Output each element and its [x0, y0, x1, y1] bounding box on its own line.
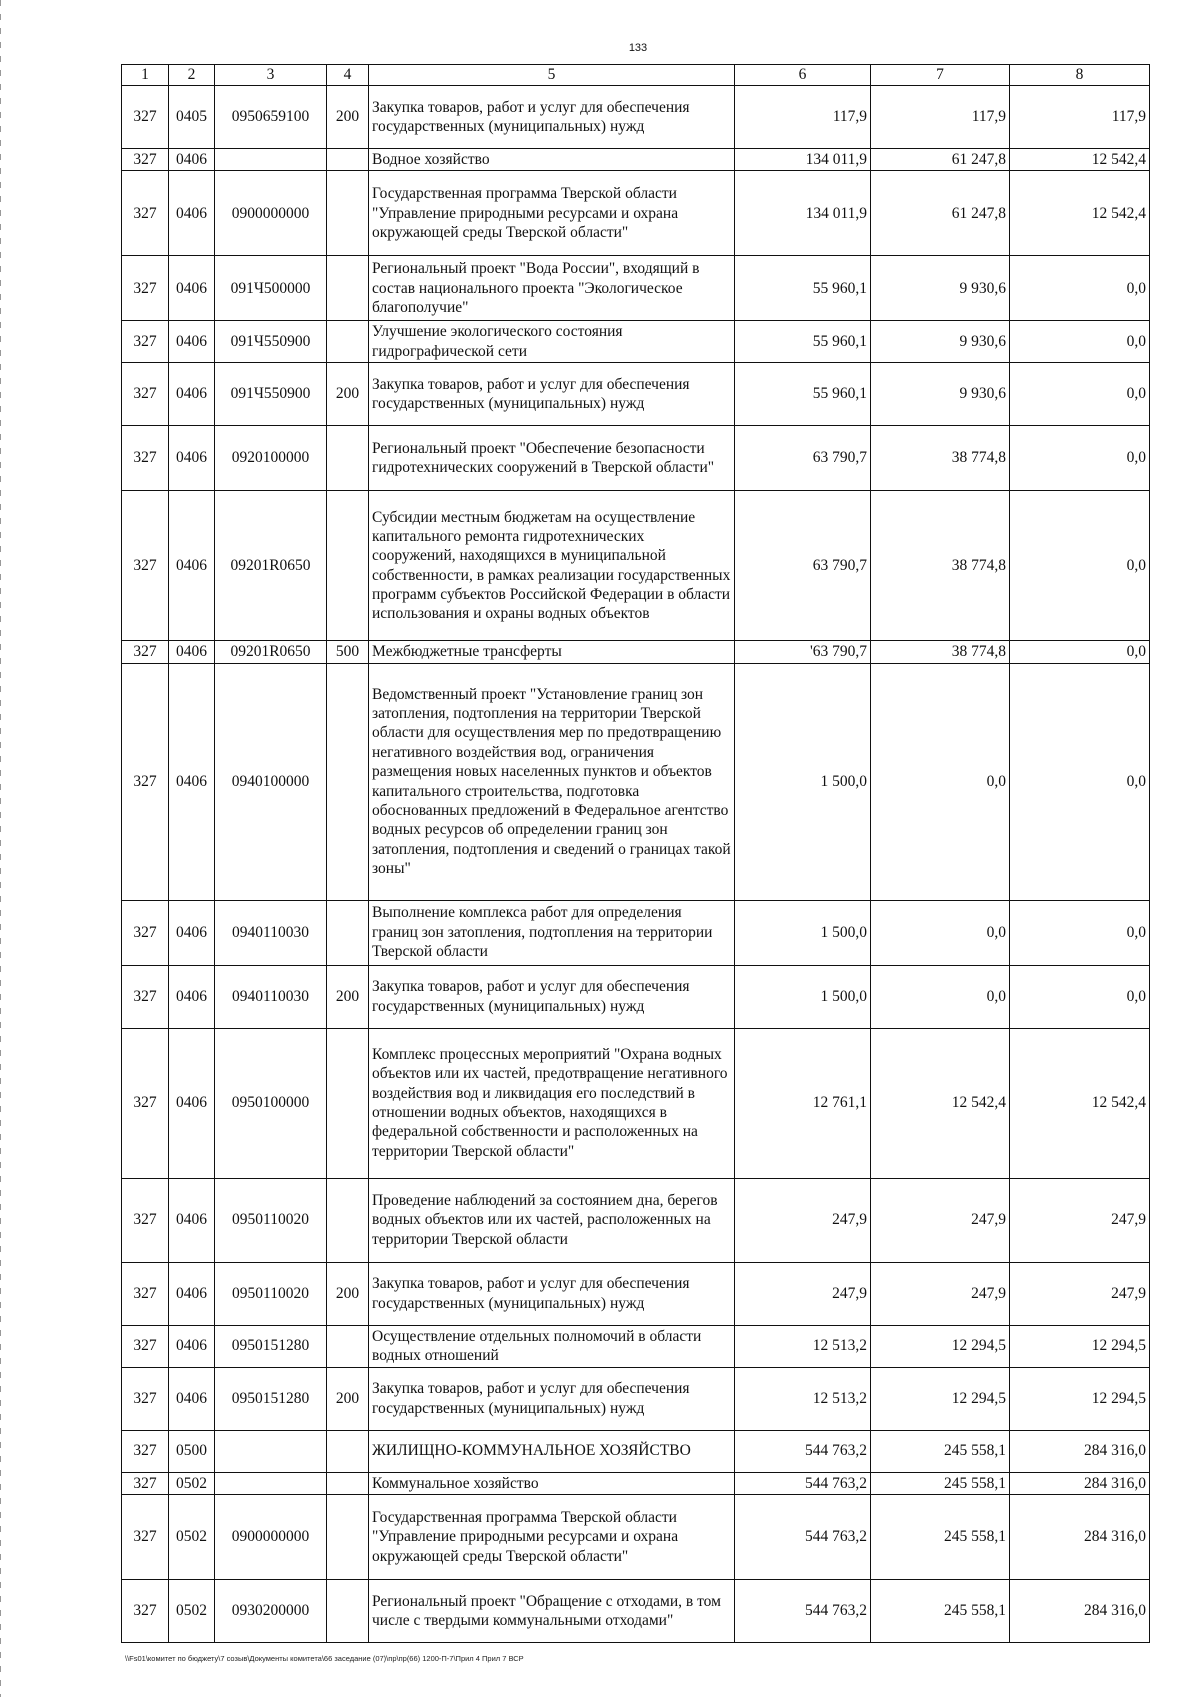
cell-c1: 327: [122, 1028, 169, 1178]
cell-c5: Региональный проект "Обеспечение безопасности гидротехнических сооружений в Тверской области": [369, 426, 735, 491]
cell-c6: 1 500,0: [735, 900, 871, 965]
cell-c8: 0,0: [1010, 256, 1150, 321]
table-row: [122, 426, 1150, 491]
cell-c3: 091Ч550900: [215, 363, 327, 426]
table-row: [122, 363, 1150, 426]
cell-c4: [327, 256, 369, 321]
cell-c1: 327: [122, 1178, 169, 1262]
cell-c6: 247,9: [735, 1178, 871, 1262]
cell-c8: 247,9: [1010, 1178, 1150, 1262]
cell-c8: 0,0: [1010, 641, 1150, 663]
cell-c4: [327, 171, 369, 256]
cell-c8: 12 542,4: [1010, 1028, 1150, 1178]
cell-c1: 327: [122, 256, 169, 321]
cell-c2: 0406: [169, 663, 215, 900]
cell-c3: 0950110020: [215, 1178, 327, 1262]
table-row: [122, 663, 1150, 900]
cell-c6: 544 763,2: [735, 1579, 871, 1642]
cell-c2: 0502: [169, 1579, 215, 1642]
budget-table: [121, 64, 1150, 1643]
header-col-1: 1: [122, 65, 169, 86]
cell-c5: Проведение наблюдений за состоянием дна, берегов водных объектов или их частей, расположенных на территории Тверской области: [369, 1178, 735, 1262]
cell-c5: Закупка товаров, работ и услуг для обеспечения государственных (муниципальных) нужд: [369, 1262, 735, 1325]
cell-c8: 12 294,5: [1010, 1325, 1150, 1367]
cell-c8: 284 316,0: [1010, 1494, 1150, 1579]
cell-c3: 0950100000: [215, 1028, 327, 1178]
cell-c7: 0,0: [871, 900, 1010, 965]
cell-c3: [215, 1472, 327, 1494]
cell-c6: 55 960,1: [735, 363, 871, 426]
cell-c3: 0940110030: [215, 965, 327, 1028]
cell-c6: 247,9: [735, 1262, 871, 1325]
cell-c4: 200: [327, 363, 369, 426]
cell-c7: 247,9: [871, 1262, 1010, 1325]
cell-c1: 327: [122, 1430, 169, 1472]
cell-c6: 63 790,7: [735, 491, 871, 641]
cell-c1: 327: [122, 663, 169, 900]
cell-c6: 63 790,7: [735, 426, 871, 491]
cell-c2: 0406: [169, 171, 215, 256]
cell-c3: 0900000000: [215, 1494, 327, 1579]
cell-c6: 544 763,2: [735, 1430, 871, 1472]
cell-c1: 327: [122, 149, 169, 171]
cell-c1: 327: [122, 1472, 169, 1494]
cell-c2: 0502: [169, 1472, 215, 1494]
cell-c6: 544 763,2: [735, 1494, 871, 1579]
cell-c7: 38 774,8: [871, 426, 1010, 491]
cell-c8: 284 316,0: [1010, 1430, 1150, 1472]
cell-c6: 134 011,9: [735, 171, 871, 256]
cell-c5: Субсидии местным бюджетам на осуществление капитального ремонта гидротехнических сооружений, находящихся в муниципальной собственности, в рамках реализации государственных программ субъектов Российской Федерации в области использования и охраны водных объектов: [369, 491, 735, 641]
cell-c4: [327, 1325, 369, 1367]
cell-c7: 38 774,8: [871, 491, 1010, 641]
cell-c4: 200: [327, 965, 369, 1028]
cell-c5: Государственная программа Тверской области "Управление природными ресурсами и охрана окружающей среды Тверской области": [369, 171, 735, 256]
table-header-row: [122, 65, 1150, 86]
cell-c7: 245 558,1: [871, 1472, 1010, 1494]
cell-c2: 0406: [169, 641, 215, 663]
header-col-2: 2: [169, 65, 215, 86]
table-row: [122, 1579, 1150, 1642]
cell-c3: 0950110020: [215, 1262, 327, 1325]
cell-c2: 0406: [169, 1367, 215, 1430]
cell-c1: 327: [122, 1494, 169, 1579]
cell-c2: 0500: [169, 1430, 215, 1472]
cell-c5: Выполнение комплекса работ для определения границ зон затопления, подтопления на территории Тверской области: [369, 900, 735, 965]
cell-c3: 0950151280: [215, 1367, 327, 1430]
cell-c7: 0,0: [871, 965, 1010, 1028]
cell-c4: 200: [327, 1367, 369, 1430]
cell-c6: 55 960,1: [735, 256, 871, 321]
table-row: [122, 900, 1150, 965]
cell-c4: [327, 1472, 369, 1494]
table-row: [122, 1494, 1150, 1579]
cell-c1: 327: [122, 900, 169, 965]
cell-c5: Закупка товаров, работ и услуг для обеспечения государственных (муниципальных) нужд: [369, 86, 735, 149]
cell-c8: 0,0: [1010, 900, 1150, 965]
cell-c8: 12 294,5: [1010, 1367, 1150, 1430]
cell-c4: 200: [327, 1262, 369, 1325]
cell-c6: 12 761,1: [735, 1028, 871, 1178]
table-row: [122, 1325, 1150, 1367]
cell-c8: 0,0: [1010, 426, 1150, 491]
cell-c6: '63 790,7: [735, 641, 871, 663]
cell-c5: Закупка товаров, работ и услуг для обеспечения государственных (муниципальных) нужд: [369, 965, 735, 1028]
cell-c1: 327: [122, 86, 169, 149]
table-row: [122, 256, 1150, 321]
cell-c2: 0406: [169, 363, 215, 426]
cell-c5: Региональный проект "Вода России", входящий в состав национального проекта "Экологическое благополучие": [369, 256, 735, 321]
cell-c7: 12 294,5: [871, 1325, 1010, 1367]
cell-c1: 327: [122, 1367, 169, 1430]
header-col-4: 4: [327, 65, 369, 86]
cell-c3: 0940110030: [215, 900, 327, 965]
footer-file-path: \\Fs01\комитет по бюджету\7 созыв\Документы комитета\66 заседание (07)\пр\пр(66) 1200-П-7\Прил 4 Прил 7 ВСР: [125, 1654, 524, 1663]
cell-c3: 09201R0650: [215, 641, 327, 663]
cell-c7: 9 930,6: [871, 256, 1010, 321]
cell-c4: [327, 491, 369, 641]
header-col-7: 7: [871, 65, 1010, 86]
cell-c1: 327: [122, 965, 169, 1028]
cell-c3: 0940100000: [215, 663, 327, 900]
cell-c5: Региональный проект "Обращение с отходами, в том числе с твердыми коммунальными отходами": [369, 1579, 735, 1642]
cell-c3: [215, 1430, 327, 1472]
cell-c8: 12 542,4: [1010, 171, 1150, 256]
cell-c8: 247,9: [1010, 1262, 1150, 1325]
table-row: [122, 1028, 1150, 1178]
cell-c1: 327: [122, 363, 169, 426]
cell-c8: 284 316,0: [1010, 1472, 1150, 1494]
cell-c3: 0930200000: [215, 1579, 327, 1642]
cell-c5: Улучшение экологического состояния гидрографической сети: [369, 321, 735, 363]
cell-c7: 245 558,1: [871, 1430, 1010, 1472]
cell-c5: Закупка товаров, работ и услуг для обеспечения государственных (муниципальных) нужд: [369, 1367, 735, 1430]
table-row: [122, 491, 1150, 641]
cell-c4: [327, 1494, 369, 1579]
cell-c4: [327, 1579, 369, 1642]
cell-c7: 12 542,4: [871, 1028, 1010, 1178]
cell-c5: Комплекс процессных мероприятий "Охрана водных объектов или их частей, предотвращение негативного воздействия вод и ликвидация его последствий в отношении водных объектов, находящихся в федеральной собственности и расположенных на территории Тверской области": [369, 1028, 735, 1178]
cell-c4: [327, 321, 369, 363]
cell-c6: 117,9: [735, 86, 871, 149]
header-col-8: 8: [1010, 65, 1150, 86]
cell-c6: 55 960,1: [735, 321, 871, 363]
cell-c2: 0406: [169, 900, 215, 965]
cell-c3: 0900000000: [215, 171, 327, 256]
table-row: [122, 321, 1150, 363]
cell-c5: Водное хозяйство: [369, 149, 735, 171]
cell-c2: 0406: [169, 1178, 215, 1262]
cell-c4: 200: [327, 86, 369, 149]
table-row: [122, 1430, 1150, 1472]
cell-c5: ЖИЛИЩНО-КОММУНАЛЬНОЕ ХОЗЯЙСТВО: [369, 1430, 735, 1472]
cell-c3: 0920100000: [215, 426, 327, 491]
cell-c7: 9 930,6: [871, 321, 1010, 363]
cell-c4: [327, 663, 369, 900]
cell-c2: 0406: [169, 426, 215, 491]
cell-c4: [327, 149, 369, 171]
cell-c5: Государственная программа Тверской области "Управление природными ресурсами и охрана окружающей среды Тверской области": [369, 1494, 735, 1579]
cell-c6: 12 513,2: [735, 1325, 871, 1367]
header-col-3: 3: [215, 65, 327, 86]
cell-c4: 500: [327, 641, 369, 663]
cell-c8: 117,9: [1010, 86, 1150, 149]
cell-c2: 0406: [169, 256, 215, 321]
cell-c6: 134 011,9: [735, 149, 871, 171]
cell-c7: 117,9: [871, 86, 1010, 149]
table-row: [122, 1178, 1150, 1262]
cell-c2: 0406: [169, 149, 215, 171]
cell-c8: 0,0: [1010, 363, 1150, 426]
cell-c7: 247,9: [871, 1178, 1010, 1262]
cell-c8: 0,0: [1010, 965, 1150, 1028]
cell-c6: 12 513,2: [735, 1367, 871, 1430]
cell-c2: 0406: [169, 965, 215, 1028]
cell-c1: 327: [122, 641, 169, 663]
cell-c1: 327: [122, 171, 169, 256]
table-row: [122, 965, 1150, 1028]
cell-c5: Осуществление отдельных полномочий в области водных отношений: [369, 1325, 735, 1367]
cell-c7: 38 774,8: [871, 641, 1010, 663]
cell-c3: 0950659100: [215, 86, 327, 149]
cell-c6: 1 500,0: [735, 663, 871, 900]
table-row: [122, 641, 1150, 663]
cell-c1: 327: [122, 426, 169, 491]
cell-c4: [327, 426, 369, 491]
cell-c8: 284 316,0: [1010, 1579, 1150, 1642]
table-row: [122, 149, 1150, 171]
cell-c1: 327: [122, 1579, 169, 1642]
cell-c2: 0406: [169, 321, 215, 363]
header-col-6: 6: [735, 65, 871, 86]
cell-c3: 0950151280: [215, 1325, 327, 1367]
cell-c7: 9 930,6: [871, 363, 1010, 426]
scan-margin-line: [0, 0, 1, 1697]
cell-c4: [327, 900, 369, 965]
page-number: 133: [628, 42, 648, 54]
cell-c4: [327, 1028, 369, 1178]
table-row: [122, 1367, 1150, 1430]
cell-c6: 1 500,0: [735, 965, 871, 1028]
cell-c1: 327: [122, 491, 169, 641]
cell-c1: 327: [122, 1325, 169, 1367]
table-row: [122, 1472, 1150, 1494]
cell-c5: Закупка товаров, работ и услуг для обеспечения государственных (муниципальных) нужд: [369, 363, 735, 426]
cell-c8: 0,0: [1010, 663, 1150, 900]
cell-c7: 61 247,8: [871, 149, 1010, 171]
cell-c4: [327, 1430, 369, 1472]
cell-c3: [215, 149, 327, 171]
cell-c7: 61 247,8: [871, 171, 1010, 256]
cell-c7: 12 294,5: [871, 1367, 1010, 1430]
cell-c7: 0,0: [871, 663, 1010, 900]
table-row: [122, 86, 1150, 149]
table-row: [122, 1262, 1150, 1325]
cell-c5: Межбюджетные трансферты: [369, 641, 735, 663]
cell-c1: 327: [122, 321, 169, 363]
cell-c6: 544 763,2: [735, 1472, 871, 1494]
cell-c1: 327: [122, 1262, 169, 1325]
cell-c2: 0406: [169, 1262, 215, 1325]
cell-c2: 0405: [169, 86, 215, 149]
cell-c7: 245 558,1: [871, 1579, 1010, 1642]
cell-c3: 091Ч550900: [215, 321, 327, 363]
cell-c8: 0,0: [1010, 491, 1150, 641]
cell-c3: 091Ч500000: [215, 256, 327, 321]
cell-c8: 0,0: [1010, 321, 1150, 363]
cell-c2: 0406: [169, 1325, 215, 1367]
cell-c8: 12 542,4: [1010, 149, 1150, 171]
header-col-5: 5: [369, 65, 735, 86]
table-row: [122, 171, 1150, 256]
cell-c2: 0406: [169, 491, 215, 641]
cell-c3: 09201R0650: [215, 491, 327, 641]
cell-c2: 0406: [169, 1028, 215, 1178]
cell-c5: Коммунальное хозяйство: [369, 1472, 735, 1494]
cell-c2: 0502: [169, 1494, 215, 1579]
cell-c5: Ведомственный проект "Установление границ зон затопления, подтопления на территории Тверской области для осуществления мер по предотвращению негативного воздействия вод, ограничения размещения новых населенных пунктов и объектов капитального строительства, подготовка обоснованных предложений в Федеральное агентство водных ресурсов об определении границ зон затопления, подтопления и сведений о границах такой зоны": [369, 663, 735, 900]
cell-c7: 245 558,1: [871, 1494, 1010, 1579]
cell-c4: [327, 1178, 369, 1262]
